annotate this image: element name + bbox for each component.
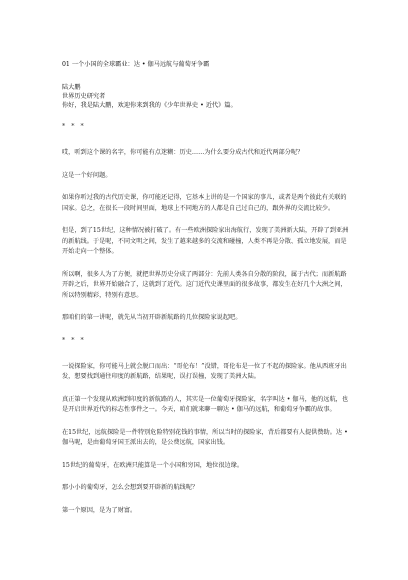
paragraph: 所以啊，很多人为了方便，就把世界历史分成了两部分：先前人类各自分散的阶段，属于古代；而新航路开辟之后，世界开始融合了，这就到了近代。这门近代史课里面的很多故事，都发生在好几个大洲之间，所以特别精彩，特别有意思。 [62, 270, 347, 299]
section-1 [62, 148, 350, 324]
paragraph: 在15世纪，远航探险是一件特别危险特别花钱的事情，所以当时的探险家，背后都要有人提供赞助。达 • 伽马呢，是由葡萄牙国王派出去的，是公费远航，国家出钱。 [62, 428, 348, 446]
paragraph: 但是，到了15世纪，这种情况被打破了。有一些欧洲探险家出海航行，发现了美洲新大陆，开辟了到亚洲的新航线。于是呢，不同文明之间，发生了越来越多的交流和碰撞，人类不再是分散、孤立地发展，而是开始走向一个整体。 [62, 227, 349, 255]
paragraph: 哎，听到这个课的名字，你可能有点迷糊：历史……为什么要分成古代和近代两部分呢？ [62, 149, 304, 156]
author-block [62, 83, 350, 110]
paragraph: 那咱们的第一讲呢，就先从当初开辟新航路的几位探险家说起吧。 [62, 314, 242, 321]
paragraph: 这是一个好问题。 [62, 171, 112, 179]
section-separator: * * * [62, 335, 86, 344]
paragraph: 15世纪的葡萄牙，在欧洲只能算是一个小国和穷国，地位很边缘。 [62, 461, 244, 469]
page-title: 01 一个小国的全球霸业：达 • 伽马远航与葡萄牙争霸 [62, 61, 210, 68]
author-name: 陆大鹏 [62, 84, 81, 91]
paragraph: 如果你听过我的古代历史课，你可能还记得，它基本上讲的是一个国家的事儿，或者是两个彼此有关联的国家。总之，在很长一段时间里面，地球上不同地方的人都是自己过自己的，跟外界的交流比较少。 [62, 194, 347, 212]
paragraph: 一说探险家，你可能马上就会脱口而出：“哥伦布！”没错，哥伦布是一位了不起的探险家。他从西班牙出发，想要找到通往印度的新航路，结果呢，误打误撞，发现了美洲大陆。 [62, 362, 347, 380]
author-greeting: 你好，我是陆大鹏，欢迎你来到我的《少年世界史 • 近代》篇。 [62, 102, 237, 109]
paragraph: 真正第一个发现从欧洲到印度的新航路的人，其实是一位葡萄牙探险家，名字叫达 • 伽马，他的远航，也是开启世界近代的标志性事件之一。今天，咱们就来聊一聊达 • 伽马的远航，和葡萄牙争霸的故事。 [62, 395, 349, 413]
author-role: 世界历史研究者 [62, 93, 106, 100]
paragraph: 那小小的葡萄牙，怎么会想到要开辟新的航线呢？ [62, 484, 199, 491]
section-2 [62, 362, 350, 517]
paragraph: 第一个原因，是为了财富。 [62, 506, 137, 514]
section-separator: * * * [62, 122, 86, 130]
